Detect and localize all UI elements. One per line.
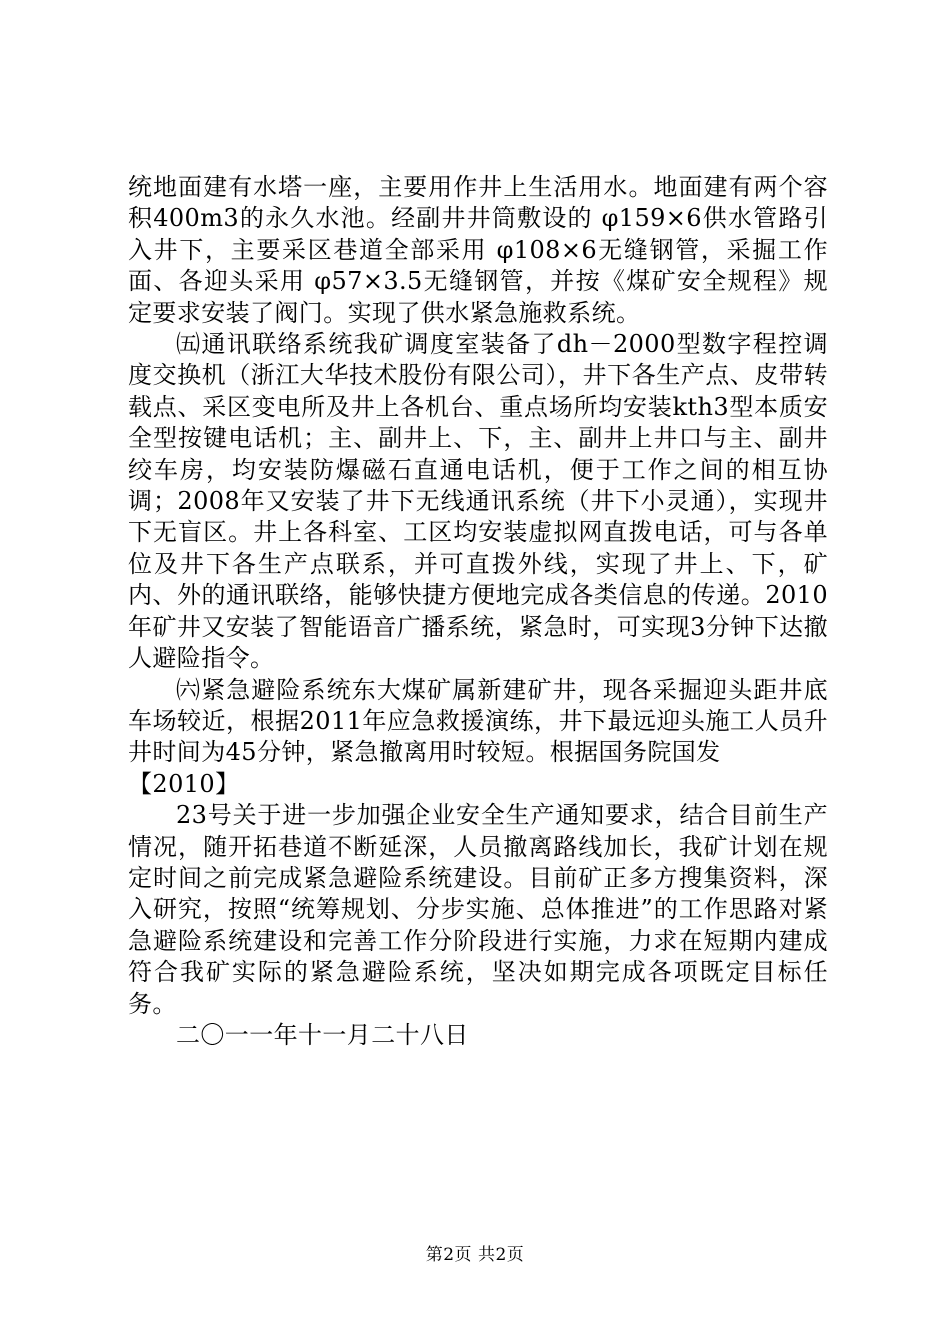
paragraph-date: 二〇一一年十一月二十八日 xyxy=(176,1020,469,1049)
paragraph-communication-system: ㈤通讯联络系统我矿调度室装备了dh－2000型数字程控调度交换机（浙江大华技术股份有限公司），井下各生产点、皮带转载点、采区变电所及井上各机台、重点场所均安装kth3型本质安全型按键电话机；主、副井上、下，主、副井上井口与主、副井绞车房，均安装防爆磁石直通电话机，便于工作之间的相互协调；2008年又安装了井下无线通讯系统（井下小灵通），实现井下无盲区。井上各科室、工区均安装虚拟网直拨电话，可与各单位及井下各生产点联系，并可直拨外线，实现了井上、下，矿内、外的通讯联络，能够快捷方便地完成各类信息的传递。2010年矿井又安装了智能语音广播系统，紧急时，可实现3分钟下达撤人避险指令。 xyxy=(128,330,828,673)
paragraph-emergency-refuge: ㈥紧急避险系统东大煤矿属新建矿井，现各采掘迎头距井底车场较近，根据2011年应急救援演练，井下最远迎头施工人员升井时间为45分钟，紧急撤离用时较短。根据国务院国发 xyxy=(128,675,828,767)
paragraph-safety-notice: 23号关于进一步加强企业安全生产通知要求，结合目前生产情况，随开拓巷道不断延深，人员撤离路线加长，我矿计划在规定时间之前完成紧急避险系统建设。目前矿正多方搜集资料，深入研究，按照“统筹规划、分步实施、总体推进”的工作思路对紧急避险系统建设和完善工作分阶段进行实施，力求在短期内建成符合我矿实际的紧急避险系统，坚决如期完成各项既定目标任务。 xyxy=(128,801,828,1018)
paragraph-document-number: 【2010】 xyxy=(128,769,240,798)
page-number-label: 第2页 共2页 xyxy=(425,1245,525,1265)
document-body xyxy=(128,172,828,1051)
page-footer xyxy=(0,1240,950,1265)
paragraph-water-supply: 统地面建有水塔一座，主要用作井上生活用水。地面建有两个容积400m3的永久水池。经副井井筒敷设的 φ159×6供水管路引入井下，主要采区巷道全部采用 φ108×6无缝钢管，采掘工作面、各迎头采用 φ57×3.5无缝钢管，并按《煤矿安全规程》规定要求安装了阀门。实现了供水紧急施救系统。 xyxy=(128,173,828,327)
